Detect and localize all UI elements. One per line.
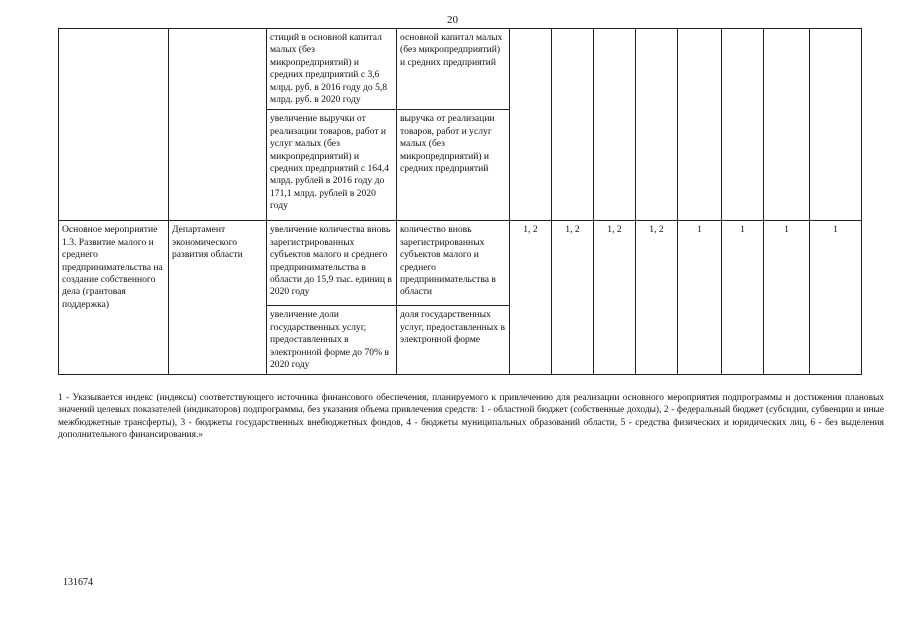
source-cell xyxy=(810,29,862,221)
page-number: 20 xyxy=(447,14,458,26)
source-cell xyxy=(510,29,552,221)
source-index-cell: 1 xyxy=(764,221,810,375)
source-index-cell: 1, 2 xyxy=(510,221,552,375)
source-cell xyxy=(552,29,594,221)
measure-cell: доля государственных услуг, предоставленных в электронной форме xyxy=(397,306,510,375)
source-index-cell: 1 xyxy=(678,221,722,375)
indicator-cell: стиций в основной капитал малых (без микропредприятий) и средних предприятий с 3,6 млрд. руб. в 2016 году до 5,8 млрд. руб. в 2020 году xyxy=(267,29,397,110)
table-row xyxy=(59,29,862,110)
activity-cell: Основное мероприятие 1.3. Развитие малого и среднего предпринимательства на создание собственного дела (грантовая поддержка) xyxy=(59,221,169,375)
document-code: 131674 xyxy=(63,577,93,588)
source-index-cell: 1, 2 xyxy=(636,221,678,375)
source-cell xyxy=(636,29,678,221)
activity-cell-empty xyxy=(59,29,169,221)
activities-table xyxy=(58,28,862,375)
source-index-cell: 1, 2 xyxy=(594,221,636,375)
executor-cell-empty xyxy=(169,29,267,221)
source-cell xyxy=(594,29,636,221)
indicator-cell: увеличение выручки от реализации товаров, работ и услуг малых (без микропредприятий) и средних предприятий с 164,4 млрд. рублей в 2016 году до 171,1 млрд. рублей в 2020 году xyxy=(267,110,397,221)
measure-cell: выручка от реализации товаров, работ и услуг малых (без микропредприятий) и средних предприятий xyxy=(397,110,510,221)
measure-cell: количество вновь зарегистрированных субъектов малого и среднего предпринимательства в области xyxy=(397,221,510,306)
footnote: 1 - Указывается индекс (индексы) соответствующего источника финансового обеспечения, планируемого к привлечению для реализации основного мероприятия подпрограммы и достижения плановых значений целевых показателей (индикаторов) подпрограммы, без указания объема привлечения средств: 1 - областной бюджет (собственные доходы), 2 - федеральный бюджет (субсидии, субвенции и иные межбюджетные трансферты), 3 - бюджеты государственных внебюджетных фондов, 4 - бюджеты муниципальных образований области, 5 - средства физических и юридических лиц, 6 - без выделения дополнительного финансирования.» xyxy=(58,393,884,441)
indicator-cell: увеличение количества вновь зарегистрированных субъектов малого и среднего предпринимательства в области до 15,9 тыс. единиц в 2020 году xyxy=(267,221,397,306)
source-index-cell: 1 xyxy=(810,221,862,375)
source-cell xyxy=(678,29,722,221)
source-index-cell: 1 xyxy=(722,221,764,375)
source-cell xyxy=(722,29,764,221)
source-index-cell: 1, 2 xyxy=(552,221,594,375)
table-row xyxy=(59,221,862,306)
executor-cell: Департамент экономического развития области xyxy=(169,221,267,375)
source-cell xyxy=(764,29,810,221)
indicator-cell: увеличение доли государственных услуг, предоставленных в электронной форме до 70% в 2020 году xyxy=(267,306,397,375)
measure-cell: основной капитал малых (без микропредприятий) и средних предприятий xyxy=(397,29,510,110)
